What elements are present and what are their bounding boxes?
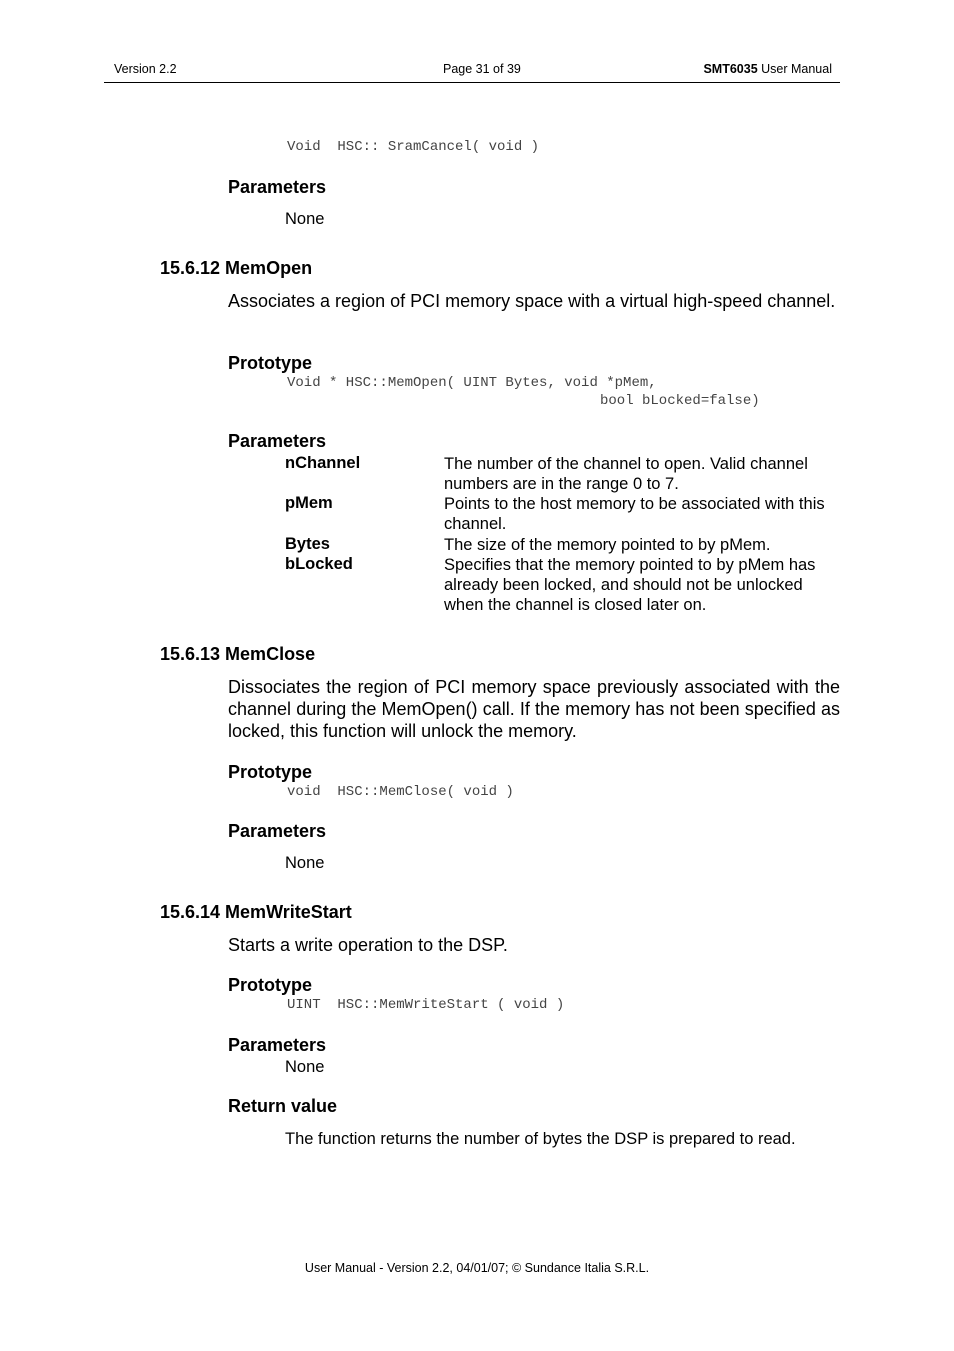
memclose-prototype: void HSC::MemClose( void ) xyxy=(287,784,514,800)
memclose-parameters-none: None xyxy=(285,854,325,872)
header-page-number: Page 31 of 39 xyxy=(443,62,521,76)
param-name-pmem: pMem xyxy=(285,494,333,512)
param-desc-blocked: Specifies that the memory pointed to by pMem has already been locked, and should not be unlocked when the channel is closed later on. xyxy=(444,556,816,614)
sramcancel-parameters-none: None xyxy=(285,210,325,228)
page-footer: User Manual - Version 2.2, 04/01/07; © Sundance Italia S.R.L. xyxy=(304,1261,650,1275)
memwritestart-prototype-heading: Prototype xyxy=(228,975,313,995)
memopen-prototype-heading: Prototype xyxy=(228,353,313,373)
memopen-heading: 15.6.12 MemOpen xyxy=(160,258,313,278)
memwritestart-parameters-heading: Parameters xyxy=(228,1035,327,1055)
header-rule xyxy=(104,82,840,83)
memwritestart-description: Starts a write operation to the DSP. xyxy=(228,935,508,955)
memclose-description: Dissociates the region of PCI memory space previously associated with the channel during the MemOpen() call. If the memory has not been specified as locked, this function will unlock the memory. xyxy=(228,677,840,741)
memwritestart-parameters-none: None xyxy=(285,1058,325,1076)
memopen-parameters-heading: Parameters xyxy=(228,431,327,451)
param-desc-bytes: The size of the memory pointed to by pMem. xyxy=(444,536,771,554)
sramcancel-prototype: Void HSC:: SramCancel( void ) xyxy=(287,139,540,155)
memclose-prototype-heading: Prototype xyxy=(228,762,313,782)
param-name-blocked: bLocked xyxy=(285,555,353,573)
memwritestart-return-text: The function returns the number of bytes the DSP is prepared to read. xyxy=(285,1130,796,1148)
memwritestart-prototype: UINT HSC::MemWriteStart ( void ) xyxy=(287,997,565,1013)
header-product-code: SMT6035 xyxy=(703,62,758,76)
header-product xyxy=(703,62,832,76)
param-name-nchannel: nChannel xyxy=(285,454,361,472)
param-name-bytes: Bytes xyxy=(285,535,330,553)
memopen-description: Associates a region of PCI memory space with a virtual high-speed channel. xyxy=(228,291,836,311)
param-desc-nchannel: The number of the channel to open. Valid channel numbers are in the range 0 to 7. xyxy=(444,455,808,493)
memclose-parameters-heading: Parameters xyxy=(228,821,327,841)
memwritestart-heading: 15.6.14 MemWriteStart xyxy=(160,902,352,922)
memopen-prototype-line2: bool bLocked=false) xyxy=(600,393,760,409)
param-desc-pmem: Points to the host memory to be associated with this channel. xyxy=(444,495,825,533)
sramcancel-parameters-heading: Parameters xyxy=(228,177,327,197)
memopen-prototype-line1: Void * HSC::MemOpen( UINT Bytes, void *pMem, xyxy=(287,375,657,391)
header-product-suffix: User Manual xyxy=(757,62,832,76)
memwritestart-return-heading: Return value xyxy=(228,1096,338,1116)
memclose-heading: 15.6.13 MemClose xyxy=(160,644,316,664)
header-version: Version 2.2 xyxy=(114,62,177,76)
